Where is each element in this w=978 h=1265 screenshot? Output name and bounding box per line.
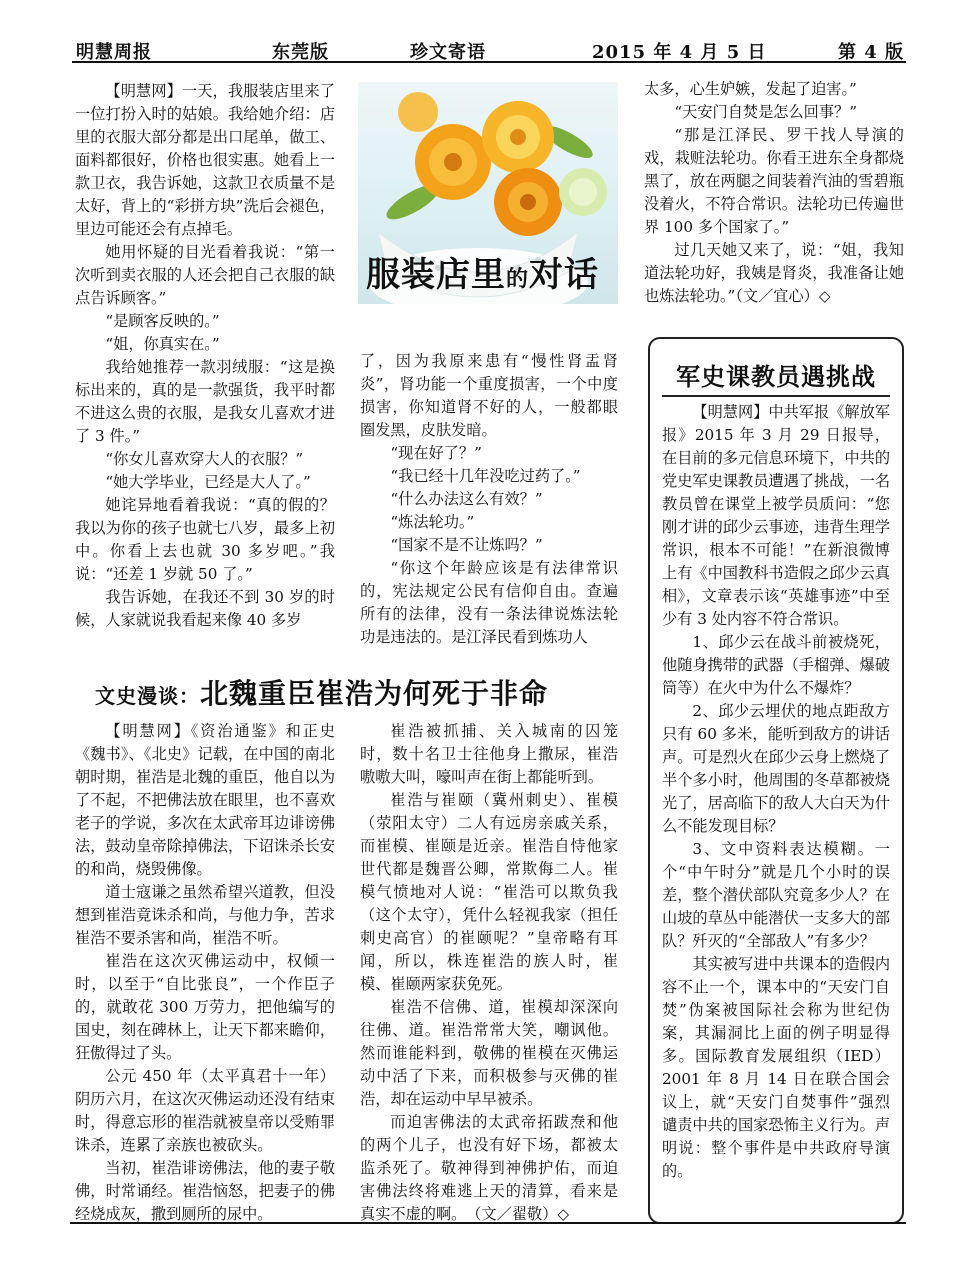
article2-paragraph: 而迫害佛法的太武帝拓跋焘和他的两个儿子，也没有好下场，都被太监杀死了。敬神得到神佛护佑，而迫害佛法终将难逃上天的清算，看来是真实不虚的啊。 （文／翟敬）◇: [360, 1113, 618, 1223]
article1-paragraph: “姐，你真实在。”: [105, 335, 220, 353]
paper-name: 明慧周报: [76, 42, 152, 63]
article1-paragraph: “你这个年龄应该是有法律常识的，宪法规定公民有信仰自由。查遍所有的法律，没有一条法律说炼法轮功是违法的。是江泽民看到炼功人: [360, 559, 618, 646]
article1-paragraph: “什么办法这么有效？”: [390, 490, 543, 508]
header-rule: [72, 61, 906, 63]
article1-paragraph: “天安门自焚是怎么回事？”: [674, 103, 857, 121]
article1-paragraph: 了，因为我原来患有“慢性肾盂肾炎”，肾功能一个重度损害，一个中度损害，你知道肾不好的人，一般都眼圈发黑，皮肤发暗。: [360, 352, 618, 439]
issue-date: 2015 年 4 月 5 日: [592, 42, 767, 63]
article2-paragraph: 道士寇谦之虽然希望兴道教，但没想到崔浩竟诛杀和尚，与他力争，苦求崔浩不要杀害和尚，崔浩不听。: [75, 883, 335, 947]
sidebar-body: [662, 401, 890, 1183]
article1-paragraph: “炼法轮功。”: [390, 513, 475, 531]
article1-paragraph: 太多，心生妒嫉，发起了迫害。”: [644, 80, 857, 98]
article1-paragraph: “是顾客反映的。”: [105, 312, 220, 330]
article1-paragraph: 我告诉她，在我还不到 30 岁的时候，人家就说我看起来像 40 多岁: [75, 588, 335, 629]
article1-paragraph: “那是江泽民、罗干找人导演的戏，栽赃法轮功。你看王进东全身都烧黑了，放在两腿之间装着汽油的雪碧瓶没着火，不符合常识。法轮功已传遍世界 100 多个国家了。”: [644, 126, 904, 236]
section-label: 珍文寄语: [410, 42, 486, 63]
article1-paragraph: 她用怀疑的目光看着我说：“第一次听到卖衣服的人还会把自己衣服的缺点告诉顾客。”: [75, 243, 335, 307]
edition-label: 东莞版: [272, 42, 329, 63]
sidebar-rule: [662, 395, 890, 397]
sidebar-paragraph: 【明慧网】中共军报《解放军报》2015 年 3 月 29 日报导，在目前的多元信息环境下，中共的党史军史课教员遭遇了挑战，一名教员曾在课堂上被学员质问：“您刚才讲的邱少云事迹，违背生理学常识，根本不可能！”在新浪微博上有《中国教科书造假之邱少云真相》，文章表示该“英雄事迹”中至少有 3 处内容不符合常识。: [662, 403, 890, 628]
article1-paragraph: “现在好了？”: [390, 444, 482, 462]
article1-paragraph: “你女儿喜欢穿大人的衣服？”: [105, 450, 304, 468]
article1-column-2: [360, 350, 618, 649]
article2-column-2: [360, 720, 618, 1226]
footer-rule: [70, 1222, 906, 1224]
article2-headline: [95, 672, 548, 712]
article1-paragraph: 过几天她又来了，说：“姐，我知道法轮功好，我姨是肾炎，我准备让她也炼法轮功。”（文／宜心）◇: [644, 241, 904, 305]
sidebar-paragraph: 2、邱少云埋伏的地点距敌方只有 60 多米，能听到敌方的讲话声。可是烈火在邱少云身上燃烧了半个多小时，他周围的冬草都被烧光了，居高临下的敌人大白天为什么不能发现目标？: [662, 702, 890, 835]
article2-title: 北魏重臣崔浩为何死于非命: [200, 677, 549, 710]
article2-kicker: 文史漫谈：: [95, 684, 200, 708]
page-number: 第 4 版: [838, 42, 905, 63]
article1-column-1: [75, 80, 335, 632]
flower-photo: [358, 82, 618, 304]
article1-column-3: [644, 78, 904, 308]
sidebar-box: [648, 337, 904, 1224]
article1-paragraph: 我给她推荐一款羽绒服：“这是换标出来的，真的是一款强货，我平时都不进这么贵的衣服，是我女儿喜欢才进了 3 件。”: [75, 358, 335, 445]
article2-paragraph: 崔浩被抓捕、关入城南的囚笼时，数十名卫士往他身上撒尿，崔浩嗷嗷大叫，嚎叫声在街上都能听到。: [360, 722, 618, 786]
article2-paragraph: 【明慧网】《资治通鉴》和正史《魏书》、《北史》记载，在中国的南北朝时期，崔浩是北魏的重臣，他自以为了不起，不把佛法放在眼里，也不喜欢老子的学说，多次在太武帝耳边诽谤佛法，鼓动皇帝除掉佛法，下诏诛杀长安的和尚，烧毁佛像。: [75, 722, 335, 878]
article2-paragraph: 崔浩不信佛、道，崔模却深深向往佛、道。崔浩常常大笑，嘲讽他。然而谁能料到，敬佛的崔模在灭佛运动中活了下来，而积极参与灭佛的崔浩，却在运动中早早被杀。: [360, 998, 618, 1108]
article2-column-1: [75, 720, 335, 1226]
page-header: [72, 30, 906, 62]
sidebar-paragraph: 3、文中资料表达模糊。一个“中午时分”就是几个小时的误差，整个潜伏部队究竟多少人？在山坡的草丛中能潜伏一支多大的部队？歼灭的“全部敌人”有多少？: [662, 840, 890, 950]
article1-paragraph: 她诧异地看着我说：“真的假的？我以为你的孩子也就七八岁，最多上初中。你看上去也就 30 多岁吧。”我说：“还差 1 岁就 50 了。”: [75, 496, 335, 583]
article2-paragraph: 崔浩在这次灭佛运动中，权倾一时，以至于“自比张良”，一个作臣子的，就敢花 300 万劳力，把他编写的国史，刻在碑林上，让天下都来瞻仰，狂傲得过了头。: [75, 952, 335, 1062]
article2-paragraph: 崔浩与崔颐（冀州刺史）、崔模（荥阳太守）二人有远房亲戚关系，而崔模、崔颐是近亲。崔浩自恃他家世代都是魏晋公卿，常欺侮二人。崔模气愤地对人说：“崔浩可以欺负我（这个太守），凭什么轻视我家（担任刺史高官）的崔颐呢？”皇帝略有耳闻，所以，株连崔浩的族人时，崔模、崔颐两家获免死。: [360, 791, 618, 993]
article2-paragraph: 当初，崔浩诽谤佛法，他的妻子敬佛，时常诵经。崔浩恼怒，把妻子的佛经烧成灰，撒到厕所的尿中。: [75, 1159, 335, 1223]
sidebar-paragraph: 其实被写进中共课本的造假内容不止一个，课本中的“天安门自焚”伪案被国际社会称为世纪伪案，其漏洞比上面的例子明显得多。国际教育发展组织（IED）2001 年 8 月 14 日在联合国会议上，就“天安门自焚事件”强烈谴责中共的国家恐怖主义行为。声明说：整个事件是中共政府导演的。: [662, 955, 890, 1180]
article1-paragraph: “她大学毕业，已经是大人了。”: [105, 473, 311, 491]
article1-paragraph: “我已经十几年没吃过药了。”: [390, 467, 581, 485]
sidebar-paragraph: 1、邱少云在战斗前被烧死，他随身携带的武器（手榴弹、爆破筒等）在火中为什么不爆炸？: [662, 633, 890, 697]
sidebar-title: 军史课教员遇挑战: [676, 362, 876, 391]
article1-paragraph: “国家不是不让炼吗？”: [390, 536, 543, 554]
article2-paragraph: 公元 450 年（太平真君十一年）阴历六月，在这次灭佛运动还没有结束时，得意忘形的崔浩就被皇帝以受贿罪诛杀，连累了亲族也被砍头。: [75, 1067, 335, 1154]
article1-paragraph: 【明慧网】一天，我服装店里来了一位打扮入时的姑娘。我给她介绍：店里的衣服大部分都是出口尾单，做工、面料都很好，价格也很实惠。她看上一款卫衣，我告诉她，这款卫衣质量不是太好，背上的“彩拼方块”洗后会褪色，里边可能还会有点掉毛。: [75, 82, 335, 238]
image-headline: 服装店里的对话: [366, 255, 600, 295]
